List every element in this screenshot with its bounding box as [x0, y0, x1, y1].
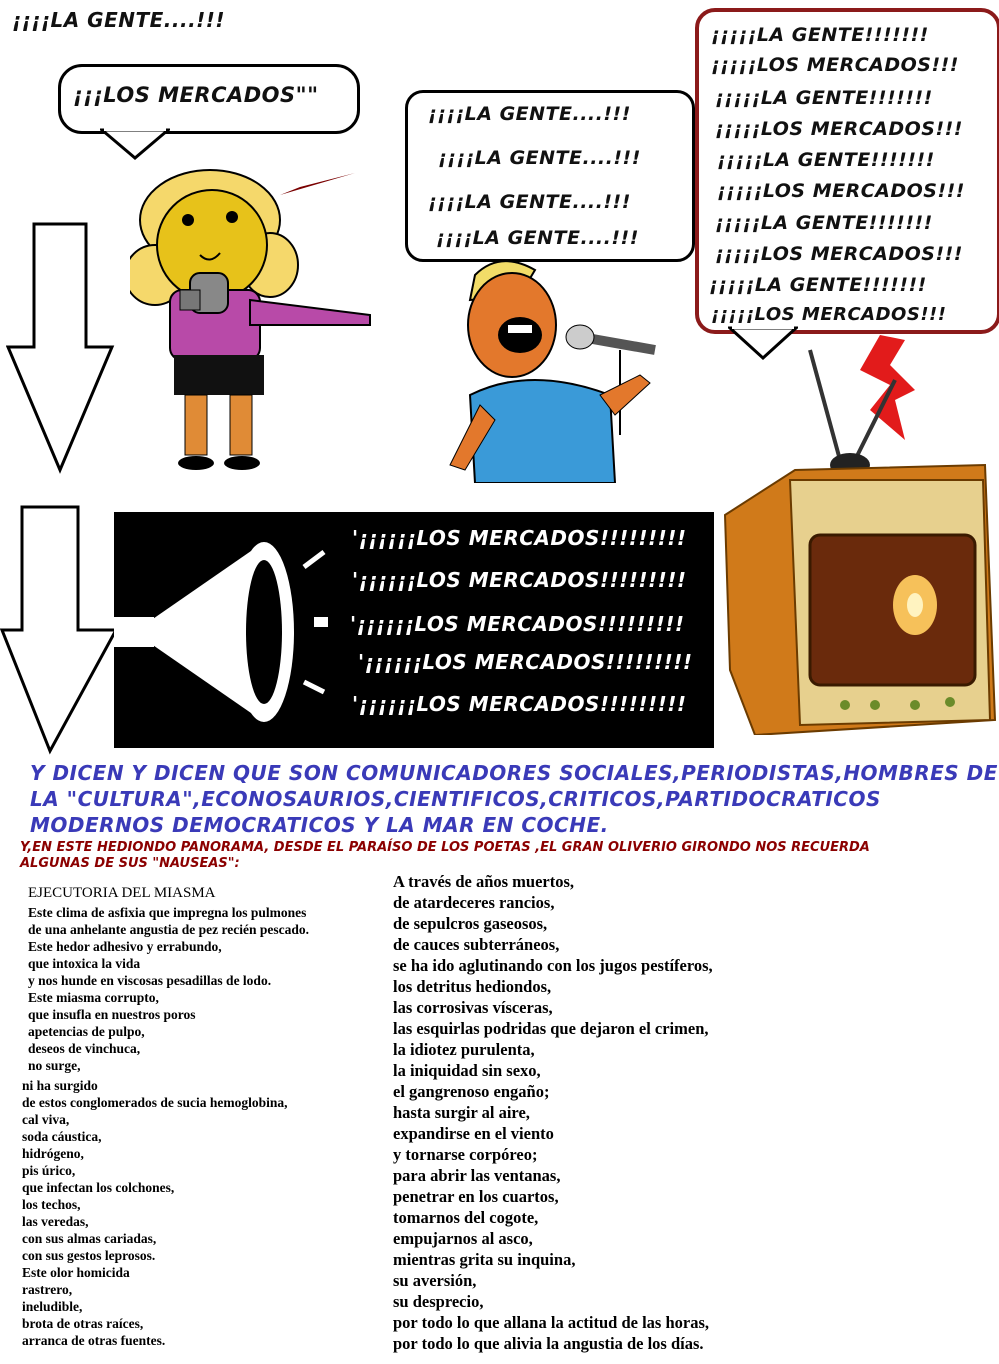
poem-line: Este miasma corrupto, — [28, 990, 159, 1005]
poem-line: hidrógeno, — [22, 1146, 84, 1161]
poem-left-column-b — [22, 1077, 288, 1349]
poem-line: ineludible, — [22, 1299, 83, 1314]
poem-line: se ha ido aglutinando con los jugos pestíferos, — [393, 956, 713, 975]
tv-bubble-line: ¡¡¡¡¡LOS MERCADOS!!! — [711, 304, 947, 325]
poem-line: ni ha surgido — [22, 1078, 98, 1093]
poem-line: Este hedor adhesivo y errabundo, — [28, 939, 222, 954]
intro-line: Y,EN ESTE HEDIONDO PANORAMA, DESDE EL PARAÍSO DE LOS POETAS ,EL GRAN OLIVERIO GIRONDO NOS RECUERDA — [20, 840, 870, 855]
tv-speech-bubble — [695, 8, 999, 334]
poem-line: y tornarse corpóreo; — [393, 1145, 538, 1164]
poem-line: que infectan los colchones, — [22, 1180, 175, 1195]
down-arrow-icon — [0, 505, 120, 755]
singer-bubble-line: ¡¡¡¡LA GENTE....!!! — [428, 103, 631, 125]
poem-line: brota de otras raíces, — [22, 1316, 144, 1331]
poem-line: por todo lo que alivia la angustia de los días. — [393, 1334, 704, 1353]
poem-line: cal viva, — [22, 1112, 70, 1127]
woman-bubble-text: ¡¡¡LOS MERCADOS"" — [73, 83, 319, 107]
poem-title: EJECUTORIA DEL MIASMA — [28, 885, 216, 901]
singer-bubble-line: ¡¡¡¡LA GENTE....!!! — [436, 227, 639, 249]
poem-line: los techos, — [22, 1197, 81, 1212]
poem-line: deseos de vinchuca, — [28, 1041, 141, 1056]
poem-line: con sus almas cariadas, — [22, 1231, 157, 1246]
poem-line: tomarnos del cogote, — [393, 1208, 539, 1227]
poem-line: expandirse en el viento — [393, 1124, 554, 1143]
poem-line: arranca de otras fuentes. — [22, 1333, 166, 1348]
megaphone-line: '¡¡¡¡¡¡LOS MERCADOS!!!!!!!!! — [350, 612, 685, 636]
intro-line: ALGUNAS DE SUS "NAUSEAS": — [20, 856, 240, 871]
singer-illustration — [440, 255, 670, 483]
poem-line: que insufla en nuestros poros — [28, 1007, 196, 1022]
poem-line: soda cáustica, — [22, 1129, 102, 1144]
woman-reporter-illustration — [130, 165, 390, 475]
commentary-line: Y DICEN Y DICEN QUE SON COMUNICADORES SOCIALES,PERIODISTAS,HOMBRES DE — [30, 761, 998, 785]
poem-line: que intoxica la vida — [28, 956, 141, 971]
tv-bubble-line: ¡¡¡¡¡LA GENTE!!!!!!! — [709, 274, 927, 296]
poem-line: penetrar en los cuartos, — [393, 1187, 559, 1206]
intro-text — [20, 840, 995, 872]
poem-line: las corrosivas vísceras, — [393, 998, 553, 1017]
poem-line: rastrero, — [22, 1282, 73, 1297]
poem-line: las esquirlas podridas que dejaron el crimen, — [393, 1019, 709, 1038]
megaphone-icon — [114, 512, 344, 748]
television-illustration — [715, 340, 999, 735]
tv-bubble-line: ¡¡¡¡¡LA GENTE!!!!!!! — [711, 24, 929, 46]
tv-bubble-line: ¡¡¡¡¡LOS MERCADOS!!! — [715, 243, 963, 265]
tv-bubble-line: ¡¡¡¡¡LOS MERCADOS!!! — [711, 54, 959, 76]
megaphone-line: '¡¡¡¡¡¡LOS MERCADOS!!!!!!!!! — [352, 692, 687, 716]
top-caption: ¡¡¡¡LA GENTE....!!! — [12, 8, 226, 32]
poem-line: el gangrenoso engaño; — [393, 1082, 550, 1101]
tv-bubble-line: ¡¡¡¡¡LOS MERCADOS!!! — [717, 180, 965, 202]
poem-line: de estos conglomerados de sucia hemoglobina, — [22, 1095, 288, 1110]
commentary-line: MODERNOS DEMOCRATICOS Y LA MAR EN COCHE. — [30, 813, 609, 837]
poem-line: de una anhelante angustia de pez recién pescado. — [28, 922, 310, 937]
poem-line: con sus gestos leprosos. — [22, 1248, 156, 1263]
poem-line: Este olor homicida — [22, 1265, 130, 1280]
poem-line: apetencias de pulpo, — [28, 1024, 145, 1039]
poem-line: hasta surgir al aire, — [393, 1103, 530, 1122]
poem-line: la idiotez purulenta, — [393, 1040, 535, 1059]
poem-line: empujarnos al asco, — [393, 1229, 533, 1248]
tv-bubble-line: ¡¡¡¡¡LA GENTE!!!!!!! — [715, 212, 933, 234]
commentary-text — [30, 760, 998, 838]
poem-line: la iniquidad sin sexo, — [393, 1061, 541, 1080]
poem-line: por todo lo que allana la actitud de las horas, — [393, 1313, 709, 1332]
poem-line: y nos hunde en viscosas pesadillas de lodo. — [28, 973, 272, 988]
tv-bubble-line: ¡¡¡¡¡LA GENTE!!!!!!! — [715, 87, 933, 109]
poem-line: su aversión, — [393, 1271, 477, 1290]
woman-bubble-tail — [100, 128, 170, 160]
singer-bubble-line: ¡¡¡¡LA GENTE....!!! — [438, 147, 641, 169]
poem-line: A través de años muertos, — [393, 872, 575, 891]
poem-line: Este clima de asfixia que impregna los pulmones — [28, 905, 307, 920]
poem-right-column — [393, 871, 713, 1354]
woman-speech-bubble — [58, 64, 360, 134]
megaphone-line: '¡¡¡¡¡¡LOS MERCADOS!!!!!!!!! — [352, 568, 687, 592]
poem-line: de atardeceres rancios, — [393, 893, 555, 912]
poem-line: su desprecio, — [393, 1292, 484, 1311]
poem-left-column-a — [28, 904, 309, 1074]
megaphone-line: '¡¡¡¡¡¡LOS MERCADOS!!!!!!!!! — [352, 526, 687, 550]
poem-line: para abrir las ventanas, — [393, 1166, 561, 1185]
poem-line: las veredas, — [22, 1214, 89, 1229]
poem-line: mientras grita su inquina, — [393, 1250, 576, 1269]
poem-line: de sepulcros gaseosos, — [393, 914, 548, 933]
megaphone-line: '¡¡¡¡¡¡LOS MERCADOS!!!!!!!!! — [358, 650, 693, 674]
poem-line: no surge, — [28, 1058, 81, 1073]
poem-line: de cauces subterráneos, — [393, 935, 560, 954]
megaphone-panel — [114, 512, 714, 748]
poem-line: los detritus hediondos, — [393, 977, 552, 996]
singer-bubble-line: ¡¡¡¡LA GENTE....!!! — [428, 191, 631, 213]
singer-speech-bubble — [405, 90, 695, 262]
commentary-line: LA "CULTURA",ECONOSAURIOS,CIENTIFICOS,CRITICOS,PARTIDOCRATICOS — [30, 787, 881, 811]
poem-line: pis úrico, — [22, 1163, 76, 1178]
tv-bubble-line: ¡¡¡¡¡LOS MERCADOS!!! — [715, 118, 963, 140]
tv-bubble-line: ¡¡¡¡¡LA GENTE!!!!!!! — [717, 149, 935, 171]
down-arrow-icon — [6, 222, 116, 474]
